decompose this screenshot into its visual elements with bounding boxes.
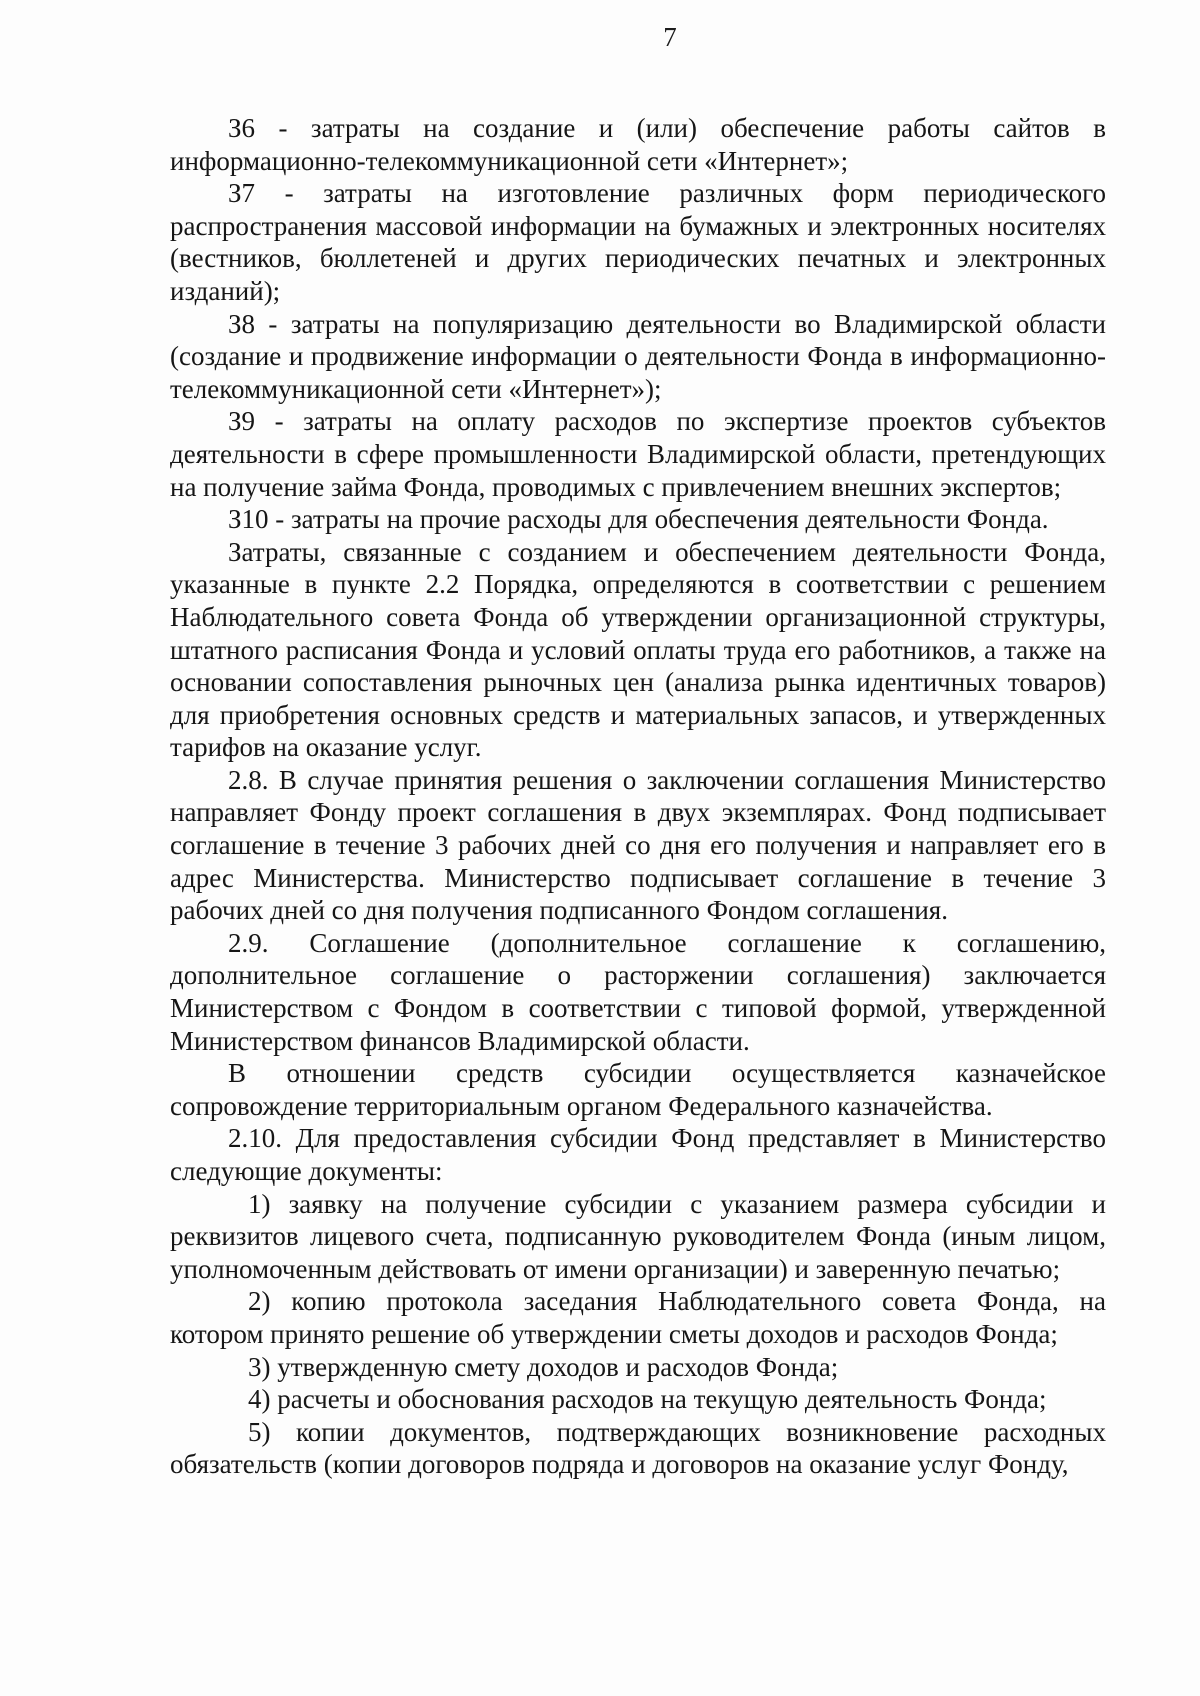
list-item-2: 2) копию протокола заседания Наблюдательного совета Фонда, на котором принято решение об утверждении сметы доходов и расходов Фонда; [170, 1286, 1106, 1349]
list-item-5: 5) копии документов, подтверждающих возникновение расходных обязательств (копии договоров подряда и договоров на оказание услуг Фонду, [170, 1416, 1106, 1480]
page-number: 7 [663, 22, 677, 52]
paragraph-treasury: В отношении средств субсидии осуществляется казначейское сопровождение территориальным органом Федерального казначейства. [170, 1058, 1106, 1121]
list-item-4: 4) расчеты и обоснования расходов на текущую деятельность Фонда; [248, 1384, 1047, 1415]
list-item-3: 3) утвержденную смету доходов и расходов Фонда; [248, 1351, 839, 1382]
paragraph-z8: З8 - затраты на популяризацию деятельности во Владимирской области (создание и продвижение информации о деятельности Фонда в информационно-телекоммуникационной сети «Интернет»); [170, 308, 1106, 404]
paragraph-z7: З7 - затраты на изготовление различных форм периодического распространения массовой информации на бумажных и электронных носителях (вестников, бюллетеней и других периодических печатных и электронных изданий); [170, 178, 1106, 306]
document-body [170, 112, 1106, 1481]
paragraph-z10: З10 - затраты на прочие расходы для обеспечения деятельности Фонда. [228, 504, 1049, 535]
paragraph-2-9: 2.9. Соглашение (дополнительное соглашение к соглашению, дополнительное соглашение о расторжении соглашения) заключается Министерством с Фондом в соответствии с типовой формой, утвержденной Министерством финансов Владимирской области. [170, 927, 1106, 1056]
paragraph-z6: З6 - затраты на создание и (или) обеспечение работы сайтов в информационно-телекоммуникационной сети «Интернет»; [170, 113, 1106, 176]
list-item-1: 1) заявку на получение субсидии с указанием размера субсидии и реквизитов лицевого счета, подписанную руководителем Фонда (иным лицом, уполномоченным действовать от имени организации) и заверенную печатью; [170, 1188, 1106, 1284]
paragraph-2-10: 2.10. Для предоставления субсидии Фонд представляет в Министерство следующие документы: [170, 1123, 1106, 1186]
paragraph-2-8: 2.8. В случае принятия решения о заключении соглашения Министерство направляет Фонду проект соглашения в двух экземплярах. Фонд подписывает соглашение в течение 3 рабочих дней со дня его получения и направляет его в адрес Министерства. Министерство подписывает соглашение в течение 3 рабочих дней со дня получения подписанного Фондом соглашения. [170, 764, 1106, 926]
paragraph-z9: З9 - затраты на оплату расходов по экспертизе проектов субъектов деятельности в сфере промышленности Владимирской области, претендующих на получение займа Фонда, проводимых с привлечением внешних экспертов; [170, 406, 1106, 502]
paragraph-costs: Затраты, связанные с созданием и обеспечением деятельности Фонда, указанные в пункте 2.2 Порядка, определяются в соответствии с решением Наблюдательного совета Фонда об утверждении организационной структуры, штатного расписания Фонда и условий оплаты труда его работников, а также на основании сопоставления рыночных цен (анализа рынка идентичных товаров) для приобретения основных средств и материальных запасов, и утвержденных тарифов на оказание услуг. [170, 536, 1106, 763]
